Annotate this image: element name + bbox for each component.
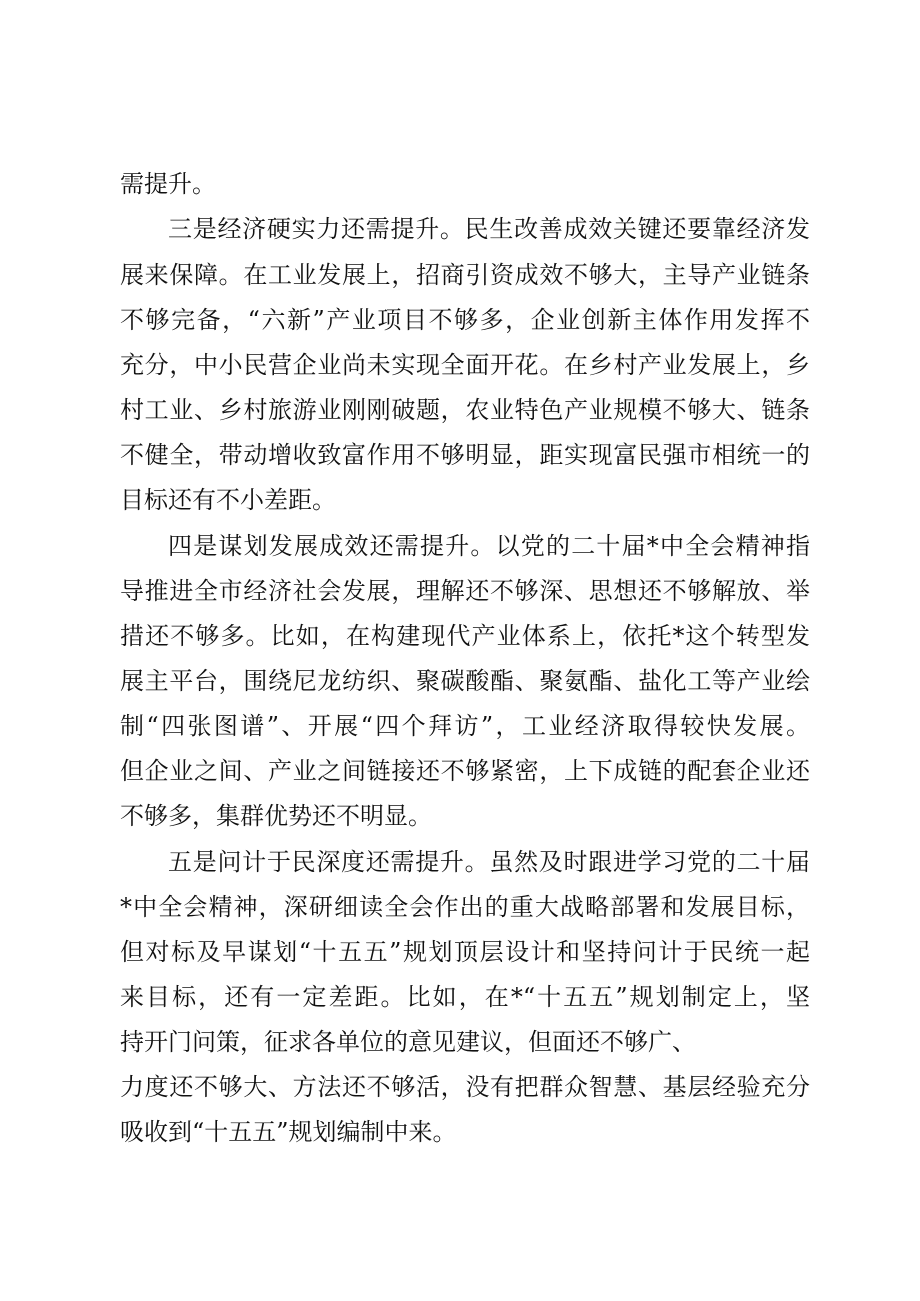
text-line: 措还不够多。比如，在构建现代产业体系上，依托*这个转型发 [120,622,810,650]
paragraph-heading-line: 五是问计于民深度还需提升。虽然及时跟进学习党的二十届 [168,848,810,876]
text-line: 力度还不够大、方法还不够活，没有把群众智慧、基层经验充分 [120,1073,810,1101]
text-line: 但企业之间、产业之间链接还不够紧密，上下成链的配套企业还 [120,757,810,785]
text-line: 充分，中小民营企业尚未实现全面开花。在乡村产业发展上，乡 [120,351,810,379]
text-line: 来目标，还有一定差距。比如，在*“十五五”规划制定上，坚 [120,983,810,1011]
text-line: *中全会精神，深研细读全会作出的重大战略部署和发展目标， [120,893,810,921]
text-line: 目标还有不小差距。 [120,486,336,514]
text-line: 需提升。 [120,170,216,198]
text-line: 导推进全市经济社会发展，理解还不够深、思想还不够解放、举 [120,577,810,605]
text-line: 不够多，集群优势还不明显。 [120,802,432,830]
text-line: 吸收到“十五五”规划编制中来。 [120,1118,457,1146]
text-line: 不健全，带动增收致富作用不够明显，距实现富民强市相统一的 [120,441,810,469]
text-line: 制“四张图谱”、开展“四个拜访”，工业经济取得较快发展。 [120,712,810,740]
text-line: 村工业、乡村旅游业刚刚破题，农业特色产业规模不够大、链条 [120,396,810,424]
paragraph-heading-line: 三是经济硬实力还需提升。民生改善成效关键还要靠经济发 [168,215,810,243]
text-line: 展主平台，围绕尼龙纺织、聚碳酸酯、聚氨酯、盐化工等产业绘 [120,667,810,695]
text-line: 但对标及早谋划“十五五”规划顶层设计和坚持问计于民统一起 [120,938,810,966]
text-line: 展来保障。在工业发展上，招商引资成效不够大，主导产业链条 [120,261,810,289]
text-line: 不够完备，“六新”产业项目不够多，企业创新主体作用发挥不 [120,306,810,334]
paragraph-heading-line: 四是谋划发展成效还需提升。以党的二十届*中全会精神指 [168,532,810,560]
text-line: 持开门问策，征求各单位的意见建议，但面还不够广、 [120,1028,696,1056]
